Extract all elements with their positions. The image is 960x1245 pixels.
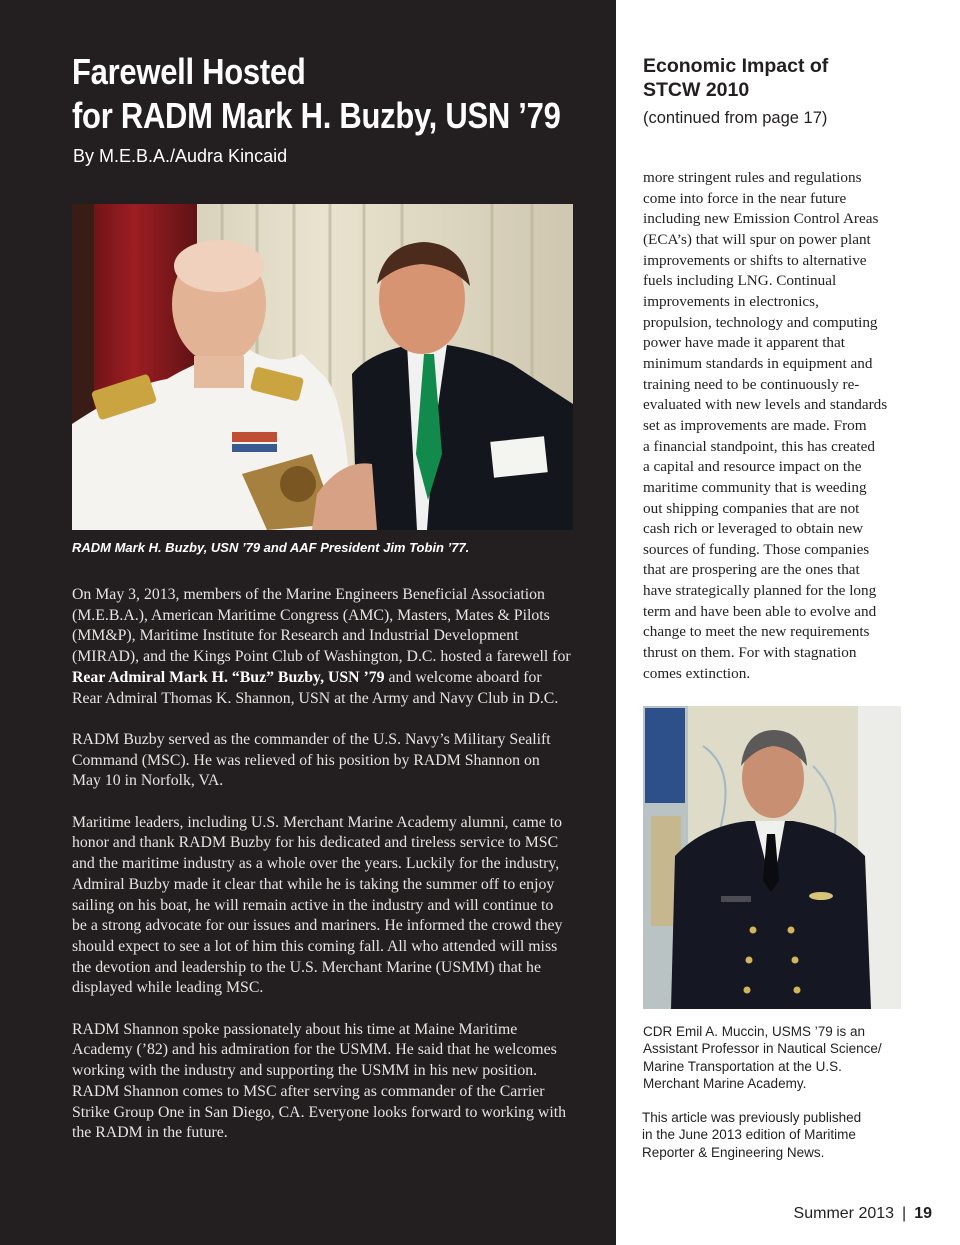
- article-body: [72, 585, 572, 1144]
- sidebar-body-line: propulsion, technology and computing: [643, 313, 878, 331]
- farewell-photo: [72, 204, 573, 530]
- sidebar-body-line: change to meet the new requirements: [643, 623, 870, 641]
- sidebar-title: [643, 54, 828, 102]
- sidebar-body-line: comes extinction.: [643, 664, 751, 682]
- portrait-photo-image: [643, 706, 901, 1009]
- sidebar-body-line: improvements in electronics,: [643, 292, 819, 310]
- sidebar-body-line: maritime community that is weeding: [643, 478, 867, 496]
- sidebar-body-line: out shipping companies that are not: [643, 499, 860, 517]
- portrait-caption-line: CDR Emil A. Muccin, USMS ’79 is an: [643, 1024, 866, 1039]
- sidebar-body-line: power have made it apparent that: [643, 334, 845, 352]
- issue-label: Summer 2013: [793, 1205, 895, 1222]
- sidebar-body-line: more stringent rules and regulations: [643, 169, 862, 186]
- sidebar-body-line: come into force in the near future: [643, 189, 847, 207]
- sidebar-body-line: (ECA’s) that will spur on power plant: [643, 230, 871, 248]
- article-paragraph-2: RADM Buzby served as the commander of the U.S. Navy’s Military Sealift Command (MSC). He was relieved of his position by RADM Shannon on May 10 in Norfolk, VA.: [72, 730, 551, 790]
- farewell-photo-image: [72, 204, 573, 530]
- sidebar-body-line: minimum standards in equipment and: [643, 354, 873, 372]
- republication-note: [642, 1109, 912, 1161]
- portrait-photo: [643, 706, 901, 1009]
- sidebar-body-line: including new Emission Control Areas: [643, 210, 879, 228]
- republication-note-line: Reporter & Engineering News.: [642, 1144, 825, 1160]
- paragraph-1-bold-name: Rear Admiral Mark H. “Buz” Buzby, USN ’79: [72, 668, 385, 686]
- republication-note-line: This article was previously published: [642, 1110, 862, 1125]
- portrait-caption: [643, 1023, 913, 1093]
- farewell-photo-caption: RADM Mark H. Buzby, USN ’79 and AAF President Jim Tobin ’77.: [72, 540, 470, 555]
- article-byline: By M.E.B.A./Audra Kincaid: [73, 146, 288, 166]
- portrait-caption-line: Merchant Marine Academy.: [643, 1076, 807, 1092]
- page-number: 19: [914, 1205, 932, 1222]
- article-headline: [72, 50, 561, 138]
- footer-separator: |: [902, 1205, 907, 1222]
- sidebar-body-line: that are prospering are the ones that: [643, 561, 860, 579]
- republication-note-line: in the June 2013 edition of Maritime: [642, 1127, 856, 1143]
- sidebar-body-line: have strategically planned for the long: [643, 582, 877, 600]
- sidebar-body-line: cash rich or leveraged to obtain new: [643, 520, 864, 538]
- sidebar-title-line-2: STCW 2010: [643, 79, 750, 101]
- sidebar-continued-note: (continued from page 17): [643, 109, 828, 127]
- sidebar-body-line: training need to be continuously re-: [643, 375, 860, 393]
- headline-line-2: for RADM Mark H. Buzby, USN ’79: [72, 95, 561, 136]
- sidebar-body-line: a capital and resource impact on the: [643, 458, 862, 476]
- sidebar-body-line: thrust on them. For with stagnation: [643, 644, 857, 662]
- headline-line-1: Farewell Hosted: [72, 51, 306, 92]
- sidebar-body-line: sources of funding. Those companies: [643, 540, 870, 558]
- article-paragraph-3: Maritime leaders, including U.S. Merchant Marine Academy alumni, came to honor and thank RADM Buzby for his dedicated and tireless service to MSC and the maritime industry as a whole over the years. Luckily for the industry, Admiral Buzby made it clear that while he is taking the summer off to enjoy sailing on his boat, he will remain active in the industry and will continue to be a strong advocate for our issues and mariners. He informed the crowd they should expect to see a lot of him this coming fall. All who attended will miss the devotion and leadership to the U.S. Merchant Marine (USMM) that he displayed while leading MSC.: [72, 813, 563, 997]
- article-paragraph-1: [72, 585, 572, 709]
- sidebar-title-line-1: Economic Impact of: [643, 55, 829, 77]
- sidebar-body-line: fuels including LNG. Continual: [643, 272, 837, 290]
- page-footer: [794, 1205, 932, 1223]
- portrait-caption-line: Marine Transportation at the U.S.: [643, 1058, 842, 1074]
- paragraph-1-text-start: On May 3, 2013, members of the Marine Engineers Beneficial Association (M.E.B.A.), American Maritime Congress (AMC), Masters, Mates & Pilots (MM&P), Maritime Institute for Research and Industrial Development (MIRAD), and the Kings Point Club of Washington, D.C. hosted a farewell for: [72, 586, 571, 666]
- sidebar-body-line: evaluated with new levels and standards: [643, 396, 888, 414]
- paragraph-1-text-end: and welcome aboard for Rear Admiral Thomas K. Shannon, USN at the Army and Navy Club in D.C.: [72, 668, 559, 707]
- sidebar-body-line: set as improvements are made. From: [643, 416, 867, 434]
- sidebar-body-line: term and have been able to evolve and: [643, 602, 877, 620]
- sidebar-body-line: a financial standpoint, this has created: [643, 437, 875, 455]
- portrait-caption-line: Assistant Professor in Nautical Science/: [643, 1041, 882, 1057]
- article-paragraph-4: RADM Shannon spoke passionately about his time at Maine Maritime Academy (’82) and his admiration for the USMM. He said that he welcomes working with the industry and supporting the USMM in his new position. RADM Shannon comes to MSC after serving as commander of the Carrier Strike Group One in San Diego, CA. Everyone looks forward to working with the RADM in the future.: [72, 1020, 567, 1142]
- sidebar-body-line: improvements or shifts to alternative: [643, 251, 867, 269]
- sidebar-body: [643, 168, 905, 684]
